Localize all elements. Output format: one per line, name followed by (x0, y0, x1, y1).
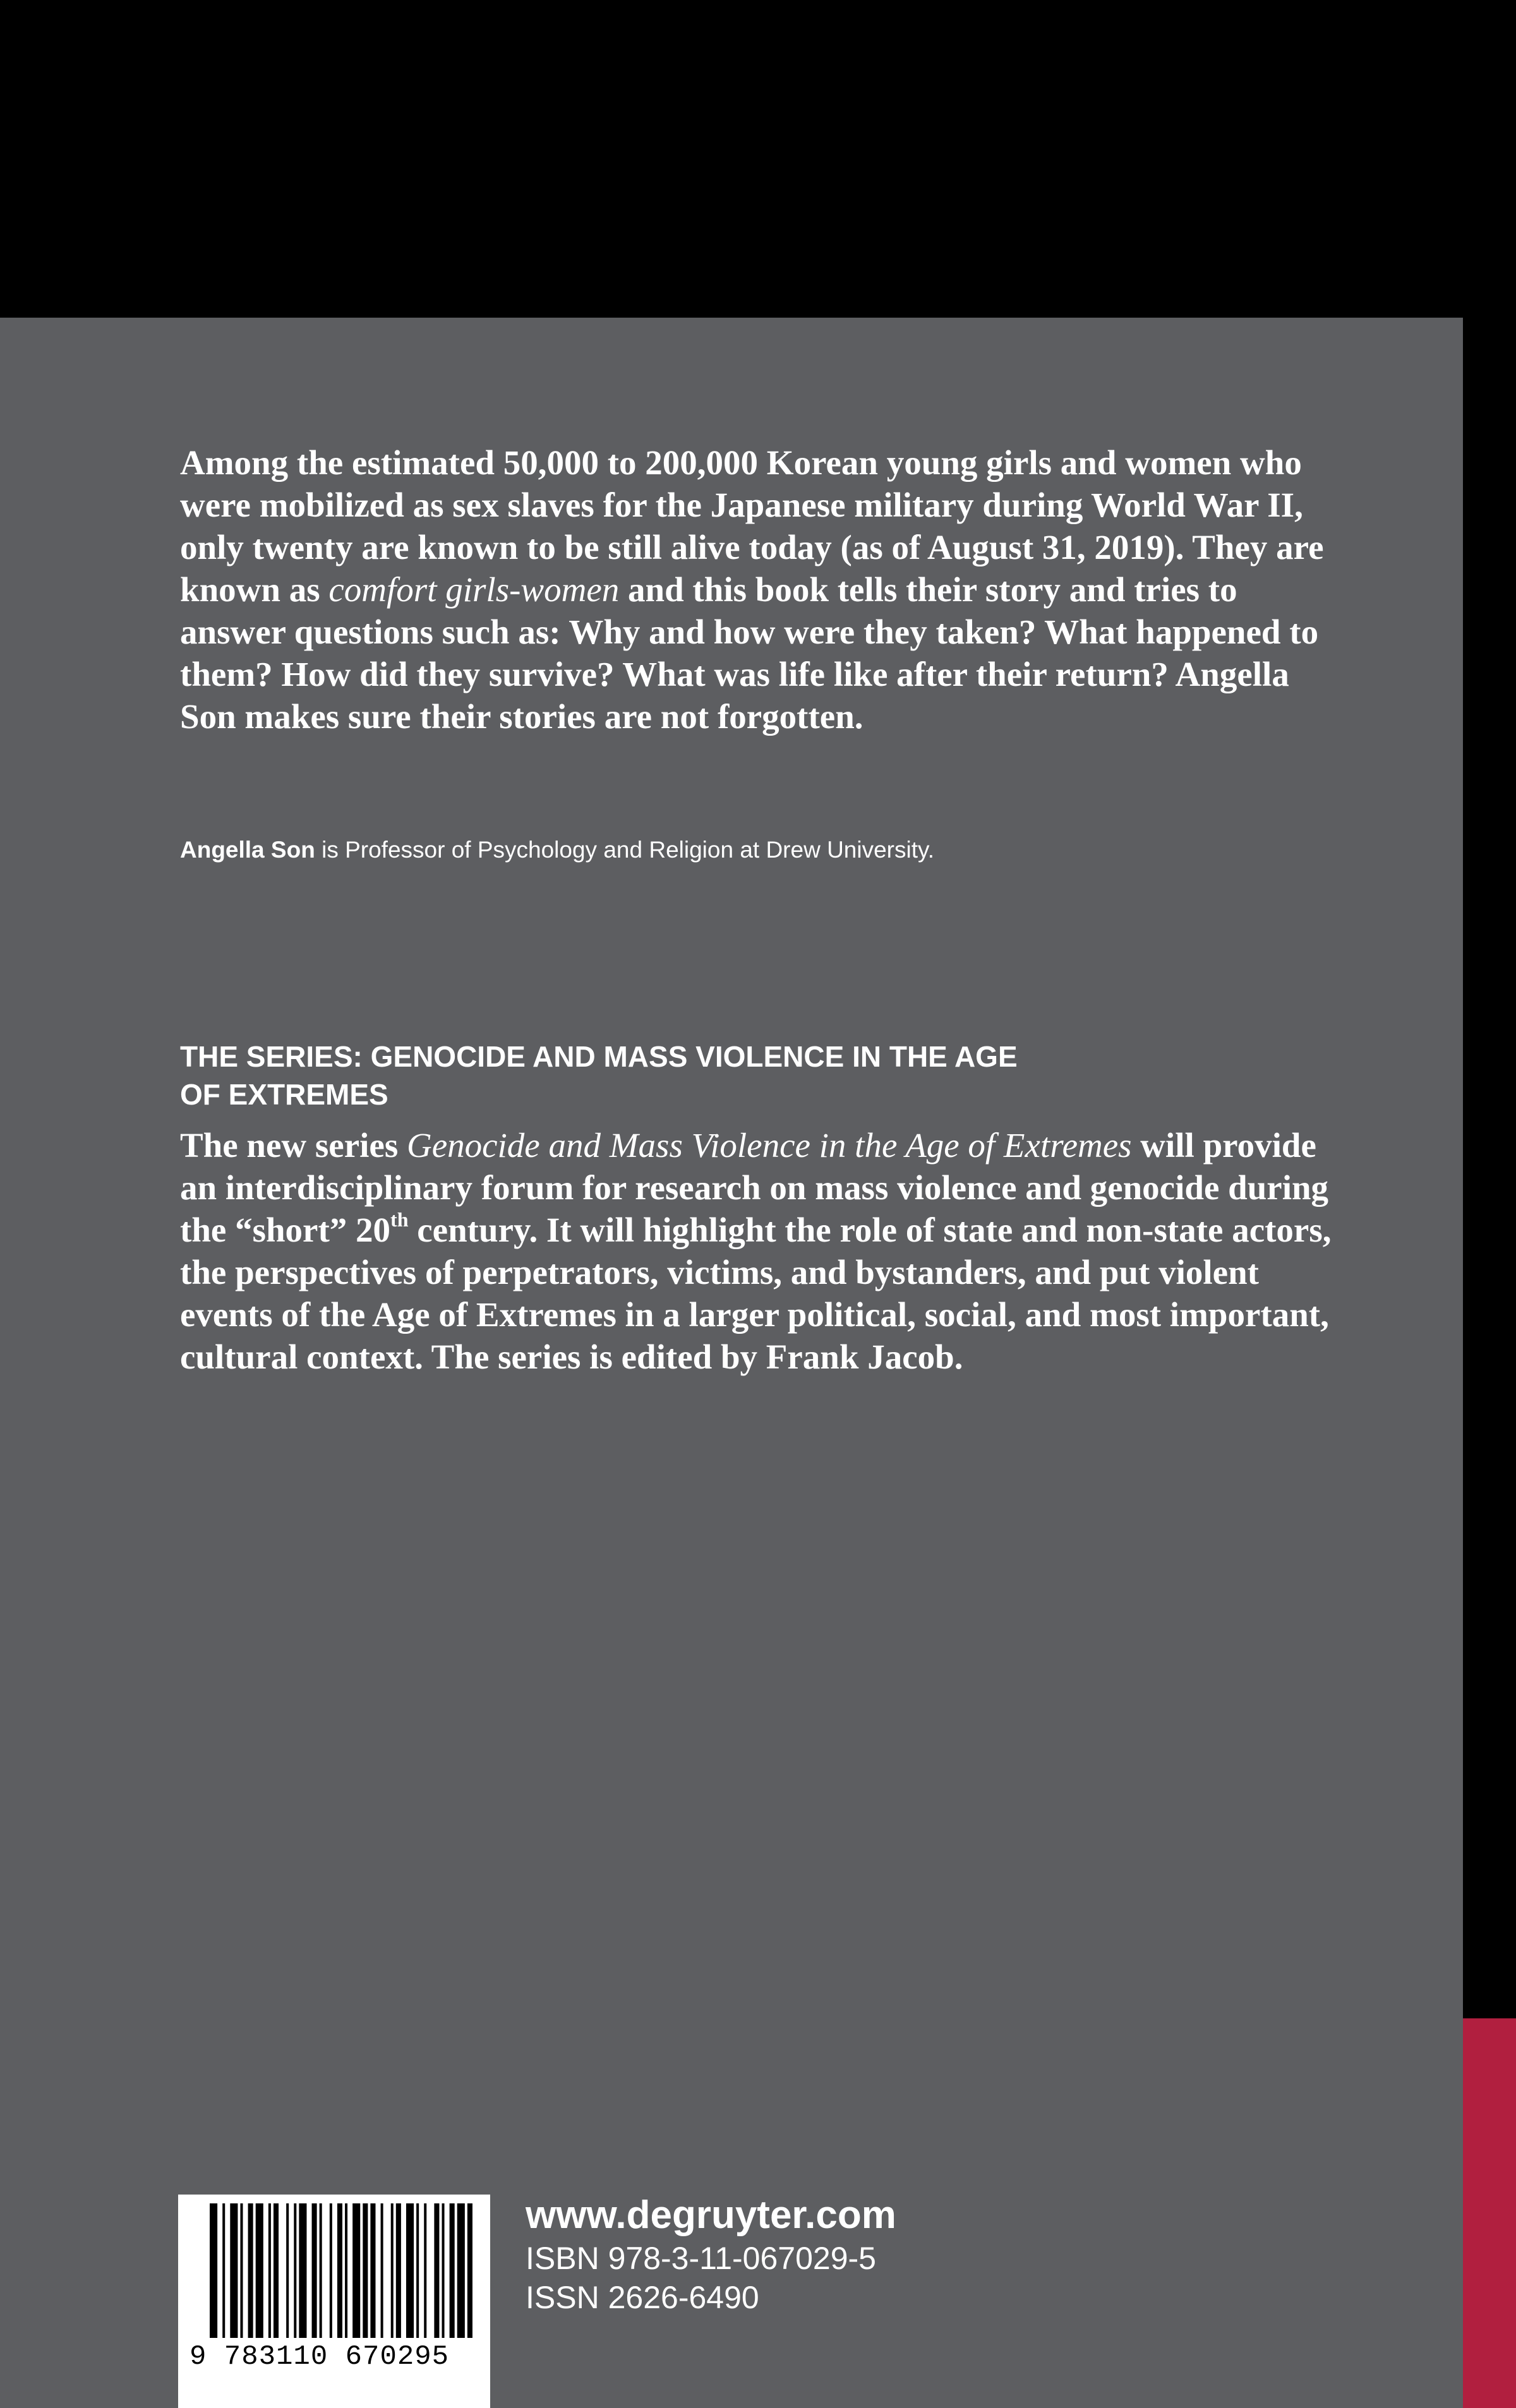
author-name: Angella Son (180, 837, 315, 863)
barcode-digits: 9 783110 670295 (190, 2341, 450, 2373)
author-bio (180, 834, 1342, 866)
barcode-bar (299, 2203, 306, 2338)
barcode-bar (416, 2203, 419, 2338)
barcode-bar (210, 2203, 217, 2338)
series-superscript: th (390, 1208, 409, 1231)
barcode-bar (467, 2203, 472, 2338)
barcode-bar (363, 2203, 368, 2338)
series-text-3: century. It will highlight the role of state and non-state actors, the perspectives of perpetrators, victims, and bystanders, and put violent events of the Age of Extremes in a larger political, social, and most important, cultural context. The series is edited by Frank Jacob. (180, 1211, 1332, 1376)
back-cover (0, 318, 1463, 2408)
barcode-bar (330, 2203, 332, 2338)
publisher-info (526, 2192, 1094, 2317)
barcode-bar (424, 2203, 426, 2338)
barcode-bars (210, 2203, 475, 2338)
series-heading (180, 1038, 1191, 1113)
book-blurb (180, 441, 1342, 738)
barcode-bar (268, 2203, 271, 2338)
barcode-bar (370, 2203, 375, 2338)
series-heading-line1: THE SERIES: GENOCIDE AND MASS VIOLENCE IN THE AGE (180, 1040, 1018, 1073)
barcode-bar (345, 2203, 347, 2338)
series-title: Genocide and Mass Violence in the Age of Extremes (406, 1126, 1132, 1165)
barcode-bar (406, 2203, 414, 2338)
barcode-bar (457, 2203, 465, 2338)
series-description (180, 1124, 1342, 1378)
barcode-bar (230, 2203, 238, 2338)
barcode-bar (391, 2203, 394, 2338)
barcode-bar (434, 2203, 439, 2338)
barcode-bar (274, 2203, 279, 2338)
spine-accent-strip (1463, 2018, 1516, 2408)
isbn-number: ISBN 978-3-11-067029-5 (526, 2241, 876, 2276)
barcode-bar (294, 2203, 296, 2338)
barcode-bar (240, 2203, 243, 2338)
barcode-bar (396, 2203, 401, 2338)
series-text-2: will provide an interdisciplinary forum for research on mass violence and genocide during the “short” 20 (180, 1126, 1329, 1249)
author-bio-text: is Professor of Psychology and Religion at Drew University. (315, 837, 935, 863)
barcode-bar (248, 2203, 253, 2338)
barcode-bar (352, 2203, 360, 2338)
barcode-bar (222, 2203, 225, 2338)
barcode-bar (442, 2203, 445, 2338)
barcode (178, 2195, 490, 2408)
barcode-bar (256, 2203, 263, 2338)
blurb-text-2: and this book tells their story and tries to answer questions such as: Why and how were they taken? What happened to them? How did they survive? What was life like after their return? Angella Son makes sure their stories are not forgotten. (180, 570, 1319, 736)
barcode-bar (381, 2203, 383, 2338)
blurb-term: comfort girls-women (328, 570, 620, 609)
series-heading-line2: OF EXTREMES (180, 1078, 388, 1111)
publisher-website[interactable]: www.degruyter.com (526, 2193, 896, 2237)
barcode-bar (286, 2203, 289, 2338)
blurb-text-1: Among the estimated 50,000 to 200,000 Korean young girls and women who were mobilized as sex slaves for the Japanese military during World War II, only twenty are known to be still alive today (as of August 31, 2019). They are known as (180, 443, 1324, 609)
barcode-bar (312, 2203, 317, 2338)
barcode-bar (450, 2203, 455, 2338)
issn-number: ISSN 2626-6490 (526, 2280, 759, 2315)
series-intro: The new series (180, 1126, 407, 1165)
barcode-bar (337, 2203, 342, 2338)
barcode-bar (320, 2203, 322, 2338)
